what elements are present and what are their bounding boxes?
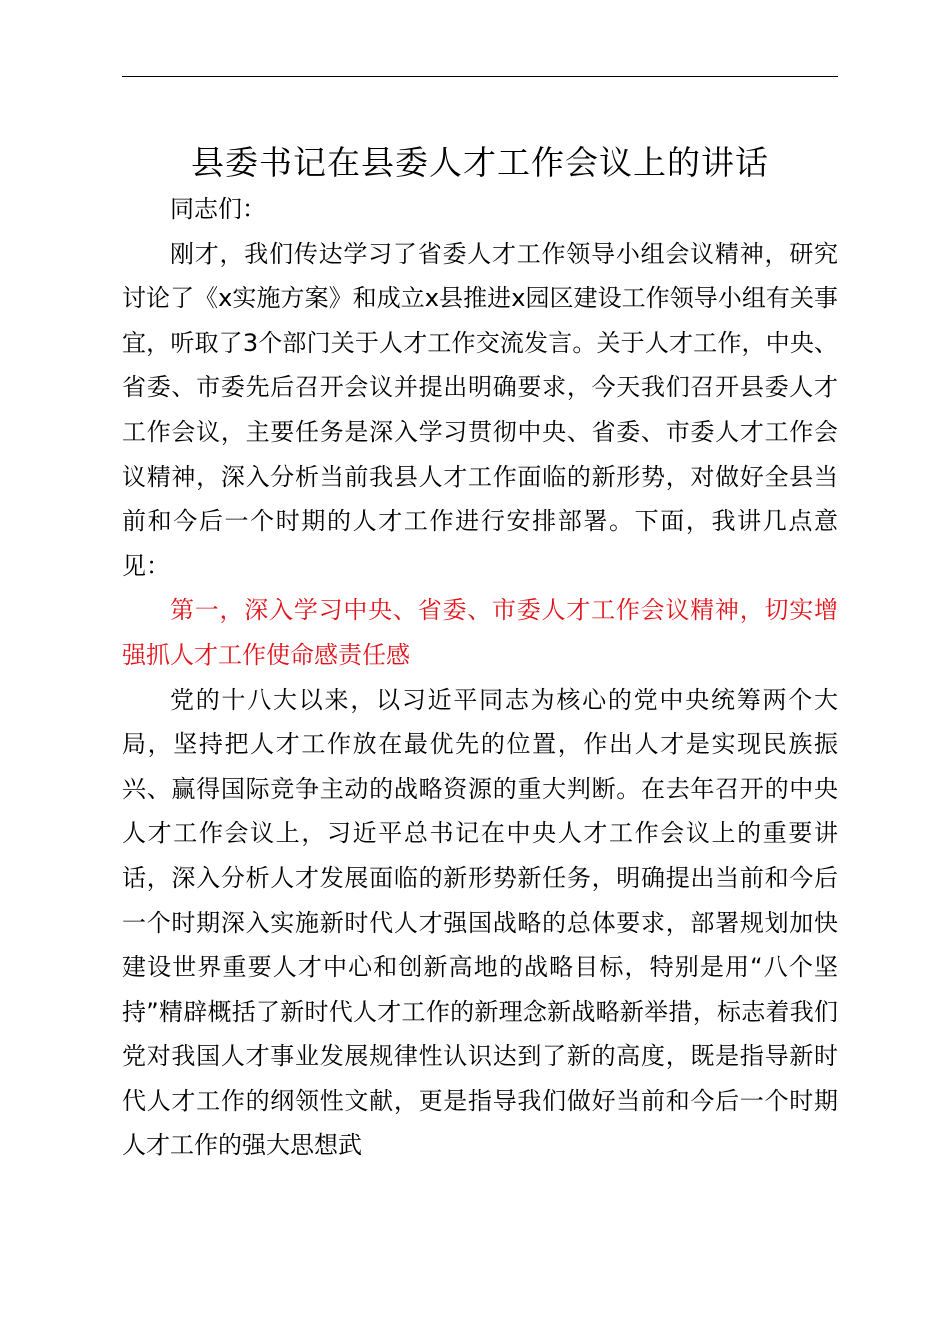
document-title: 县委书记在县委人才工作会议上的讲话 (191, 143, 769, 182)
salutation: 同志们： (170, 195, 266, 223)
header-rule (122, 76, 838, 77)
paragraph-body: 党的十八大以来，以习近平同志为核心的党中央统筹两个大局，坚持把人才工作放在最优先的位置，作出人才是实现民族振兴、赢得国际竞争主动的战略资源的重大判断。在去年召开的中央人才工作会议上，习近平总书记在中央人才工作会议上的重要讲话，深入分析人才发展面临的新形势新任务，明确提出当前和今后一个时期深入实施新时代人才强国战略的总体要求，部署规划加快建设世界重要人才中心和创新高地的战略目标，特别是用“八个坚持”精辟概括了新时代人才工作的新理念新战略新举措，标志着我们党对我国人才事业发展规律性认识达到了新的高度，既是指导新时代人才工作的纲领性文献，更是指导我们做好当前和今后一个时期人才工作的强大思想武 (122, 685, 838, 1160)
document-body (122, 187, 838, 1168)
section-heading: 第一，深入学习中央、省委、市委人才工作会议精神，切实增强抓人才工作使命感责任感 (122, 596, 838, 669)
paragraph-intro: 刚才，我们传达学习了省委人才工作领导小组会议精神，研究讨论了《x实施方案》和成立x县推进x园区建设工作领导小组有关事宜，听取了3个部门关于人才工作交流发言。关于人才工作，中央、省委、市委先后召开会议并提出明确要求，今天我们召开县委人才工作会议，主要任务是深入学习贯彻中央、省委、市委人才工作会议精神，深入分析当前我县人才工作面临的新形势，对做好全县当前和今后一个时期的人才工作进行安排部署。下面，我讲几点意见： (122, 239, 838, 580)
